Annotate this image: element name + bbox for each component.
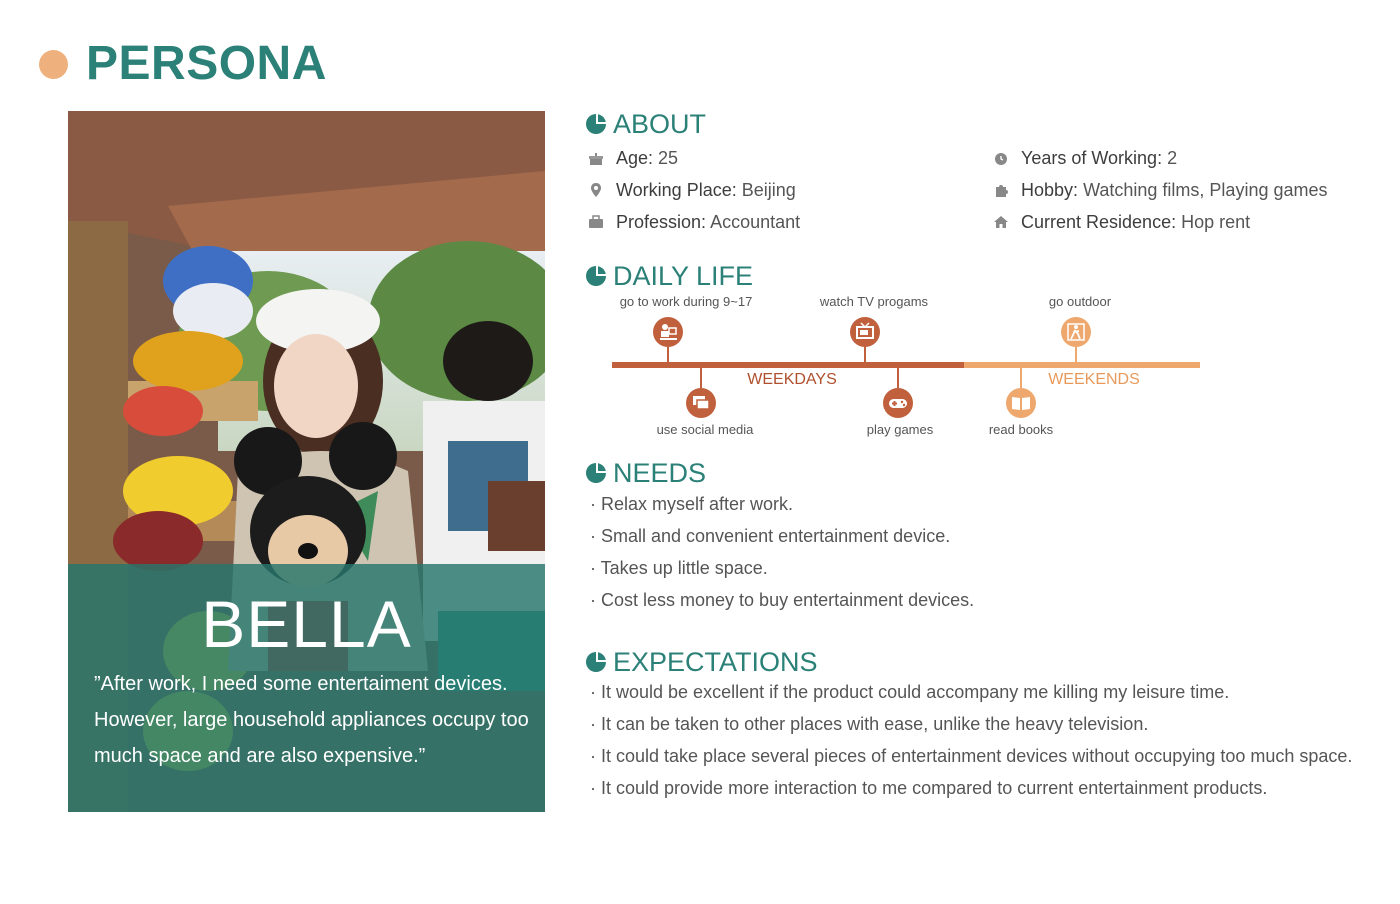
page-title: PERSONA: [86, 37, 327, 90]
needs-item: · Takes up little space.: [590, 558, 768, 578]
about-age-value: 25: [658, 148, 679, 168]
section-marker-icon: [585, 113, 607, 135]
expectations-item: · It can be taken to other places with ease, unlike the heavy television.: [590, 714, 1149, 734]
activity-social-media: [686, 388, 716, 418]
activity-work: [653, 317, 683, 347]
book-icon: [1006, 388, 1036, 418]
about-residence-value: Hop rent: [1181, 212, 1251, 232]
weekdays-label: WEEKDAYS: [747, 371, 837, 388]
needs-item: · Cost less money to buy entertainment devices.: [590, 590, 975, 610]
about-hobby-value: Watching films, Playing games: [1083, 180, 1328, 200]
briefcase-icon: [588, 214, 604, 230]
hiking-icon: [1061, 317, 1091, 347]
activity-games-stem: [897, 368, 899, 388]
needs-item: · Relax myself after work.: [590, 494, 794, 514]
daily-life-heading: DAILY LIFE: [613, 261, 754, 291]
needs-item: · Small and convenient entertainment device.: [590, 526, 951, 546]
persona-photo-card: [68, 111, 545, 812]
activity-tv-label: watch TV progams: [819, 294, 929, 309]
about-hobby-label: Hobby:: [1021, 180, 1079, 200]
expectations-item: · It would be excellent if the product could accompany me killing my leisure time.: [590, 682, 1230, 702]
activity-tv-stem: [864, 347, 866, 362]
puzzle-icon: [993, 182, 1009, 198]
activity-games-label: play games: [866, 422, 934, 437]
activity-work-label: go to work during 9~17: [619, 294, 753, 309]
about-age-label: Age:: [616, 148, 654, 168]
home-icon: [993, 214, 1009, 230]
weekdays-bar: [612, 362, 964, 368]
persona-quote: ”After work, I need some entertaiment devices. However, large household appliances occupy too much space and are also expensive.”: [94, 673, 529, 767]
gamepad-icon: [883, 388, 913, 418]
about-working-place-value: Beijing: [741, 180, 796, 200]
about-profession-label: Profession:: [616, 212, 707, 232]
persona-name: BELLA: [201, 587, 412, 661]
activity-outdoor-stem: [1075, 347, 1077, 362]
expectations-item: · It could take place several pieces of entertainment devices without occupying too much space.: [590, 746, 1353, 766]
title-bullet-dot: [39, 50, 68, 79]
about-heading: ABOUT: [613, 109, 707, 139]
weekends-bar: [964, 362, 1200, 368]
about-working-place-label: Working Place:: [616, 180, 737, 200]
section-marker-icon: [585, 651, 607, 673]
activity-books-stem: [1020, 368, 1022, 388]
cake-icon: [588, 150, 604, 166]
activity-outdoor-label: go outdoor: [1048, 294, 1112, 309]
activity-outdoor: [1061, 317, 1091, 347]
section-marker-icon: [585, 462, 607, 484]
section-marker-icon: [585, 265, 607, 287]
needs-heading: NEEDS: [613, 458, 707, 488]
activity-social-label: use social media: [656, 422, 754, 437]
location-pin-icon: [588, 182, 604, 198]
about-profession-value: Accountant: [710, 212, 801, 232]
clock-icon: [993, 150, 1009, 166]
about-residence-label: Current Residence:: [1021, 212, 1177, 232]
activity-games: [883, 388, 913, 418]
about-years-working-label: Years of Working:: [1021, 148, 1163, 168]
expectations-item: · It could provide more interaction to me compared to current entertainment products.: [590, 778, 1268, 798]
tv-icon: [850, 317, 880, 347]
about-years-working-value: 2: [1167, 148, 1178, 168]
chat-icon: [686, 388, 716, 418]
activity-social-stem: [700, 368, 702, 388]
activity-work-stem: [667, 347, 669, 362]
activity-tv: [850, 317, 880, 347]
activity-books: [1006, 388, 1036, 418]
expectations-heading: EXPECTATIONS: [613, 647, 818, 677]
weekends-label: WEEKENDS: [1048, 371, 1140, 388]
activity-books-label: read books: [988, 422, 1054, 437]
work-desk-icon: [653, 317, 683, 347]
